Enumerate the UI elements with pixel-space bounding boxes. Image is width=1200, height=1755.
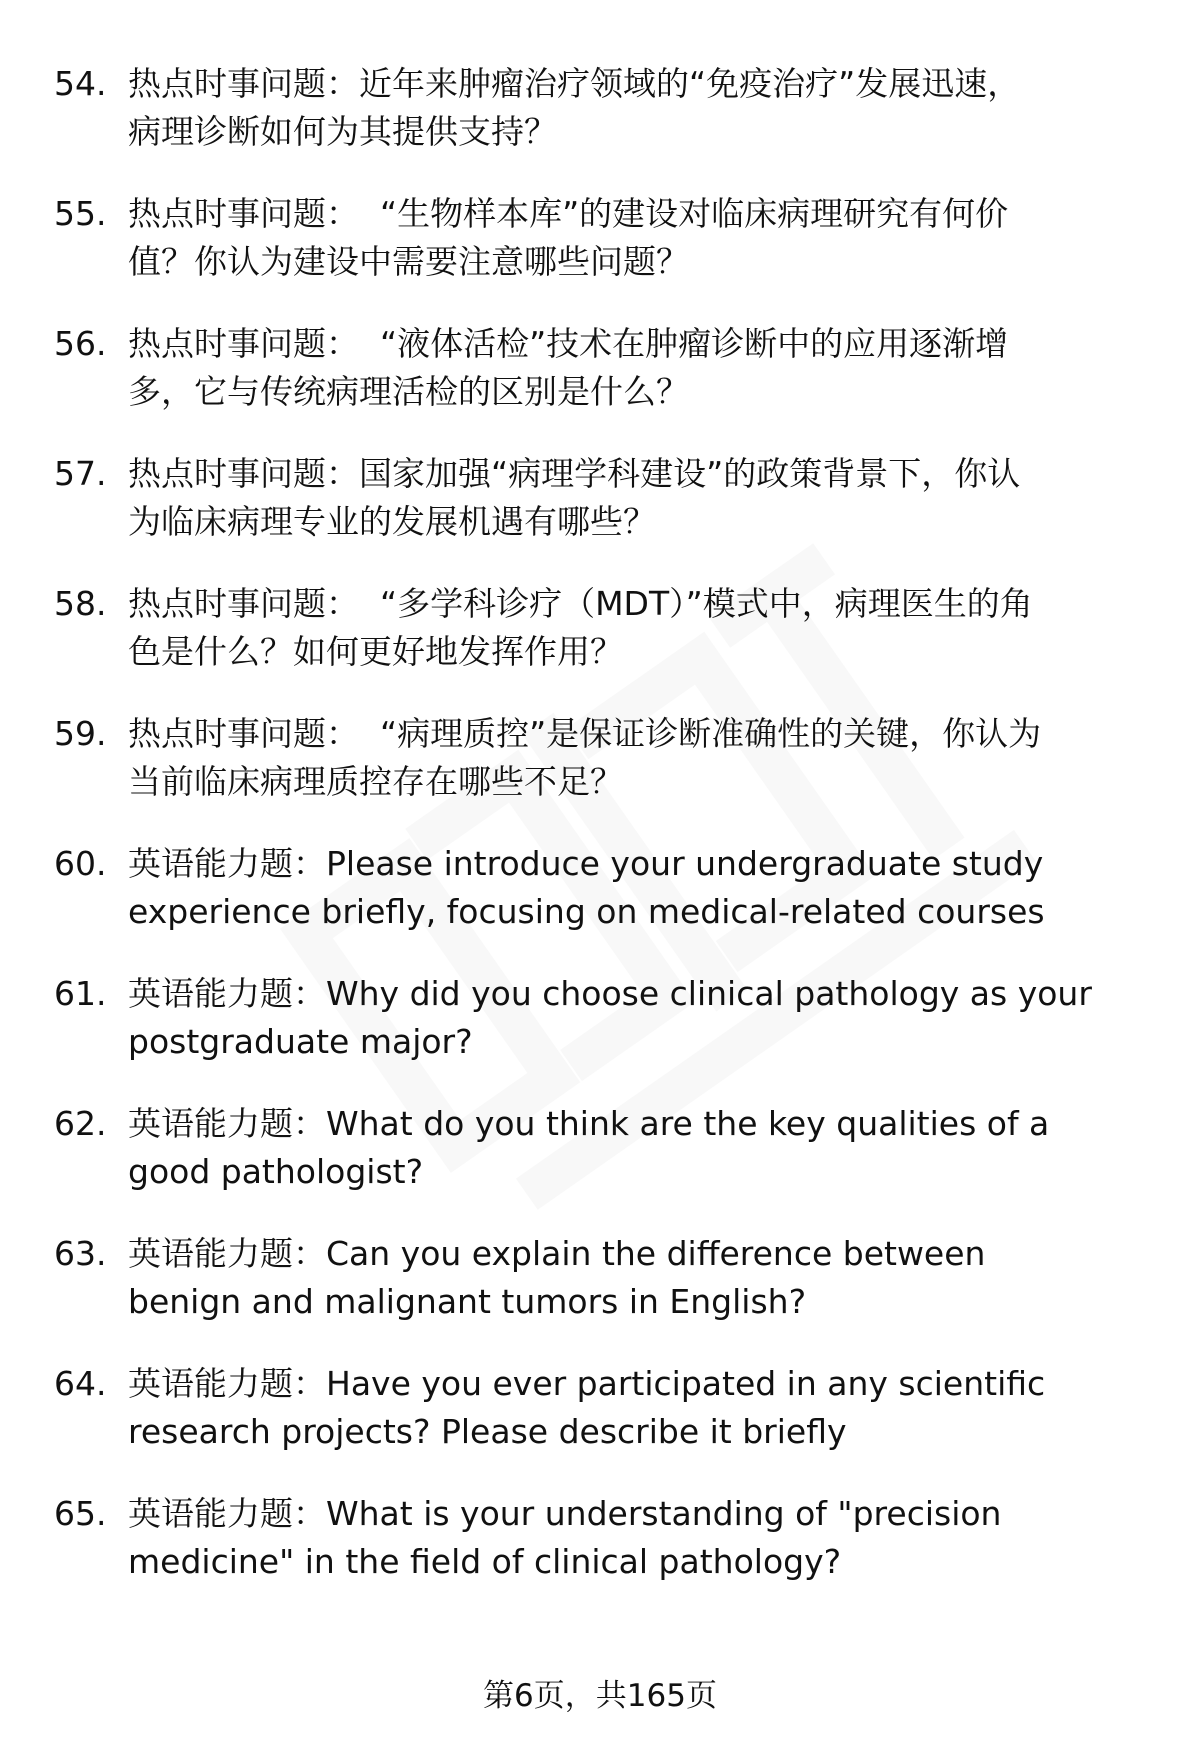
list-item — [54, 1490, 1154, 1586]
list-item — [54, 710, 1154, 806]
list-item — [54, 970, 1154, 1066]
question-number: 65. — [54, 1494, 107, 1533]
page-footer — [0, 1676, 1200, 1716]
question-text: 热点时事问题： “生物样本库”的建设对临床病理研究有何价 值？你认为建设中需要注意哪些问题？ — [128, 194, 1009, 281]
page-number-label: 第6页，共165页 — [483, 1678, 717, 1714]
question-text: 英语能力题：What do you think are the key qualities of a good pathologist? — [128, 1104, 1050, 1191]
list-item — [54, 320, 1154, 416]
question-number: 63. — [54, 1234, 107, 1273]
question-number: 64. — [54, 1364, 107, 1403]
list-item — [54, 1360, 1154, 1456]
question-number: 55. — [54, 194, 107, 233]
list-item — [54, 450, 1154, 546]
question-text: 英语能力题：Why did you choose clinical pathology as your postgraduate major? — [128, 974, 1092, 1061]
question-text: 热点时事问题： “液体活检”技术在肿瘤诊断中的应用逐渐增 多，它与传统病理活检的区别是什么？ — [128, 324, 1009, 411]
question-text: 热点时事问题：近年来肿瘤治疗领域的“免疫治疗”发展迅速， 病理诊断如何为其提供支持？ — [128, 64, 1021, 151]
question-text: 热点时事问题： “病理质控”是保证诊断准确性的关键，你认为 当前临床病理质控存在哪些不足？ — [128, 714, 1042, 801]
list-item — [54, 840, 1154, 936]
list-item — [54, 1230, 1154, 1326]
question-number: 57. — [54, 454, 107, 493]
question-text: 热点时事问题：国家加强“病理学科建设”的政策背景下，你认 为临床病理专业的发展机遇有哪些？ — [128, 454, 1021, 541]
question-number: 56. — [54, 324, 107, 363]
question-number: 62. — [54, 1104, 107, 1143]
question-text: 热点时事问题： “多学科诊疗（MDT）”模式中，病理医生的角 色是什么？如何更好地发挥作用？ — [128, 584, 1033, 671]
list-item — [54, 190, 1154, 286]
question-number: 60. — [54, 844, 107, 883]
question-number: 59. — [54, 714, 107, 753]
question-number: 61. — [54, 974, 107, 1013]
question-text: 英语能力题：What is your understanding of "precision medicine" in the field of clinical pathology? — [128, 1494, 1002, 1581]
question-text: 英语能力题：Can you explain the difference between benign and malignant tumors in English? — [128, 1234, 986, 1321]
list-item — [54, 580, 1154, 676]
list-item — [54, 1100, 1154, 1196]
question-number: 54. — [54, 64, 107, 103]
question-text: 英语能力题：Please introduce your undergraduate study experience briefly, focusing on medical-related courses — [128, 844, 1045, 931]
question-text: 英语能力题：Have you ever participated in any scientific research projects? Please describe it briefly — [128, 1364, 1046, 1451]
list-item — [54, 60, 1154, 156]
question-list — [54, 60, 1154, 1620]
question-number: 58. — [54, 584, 107, 623]
